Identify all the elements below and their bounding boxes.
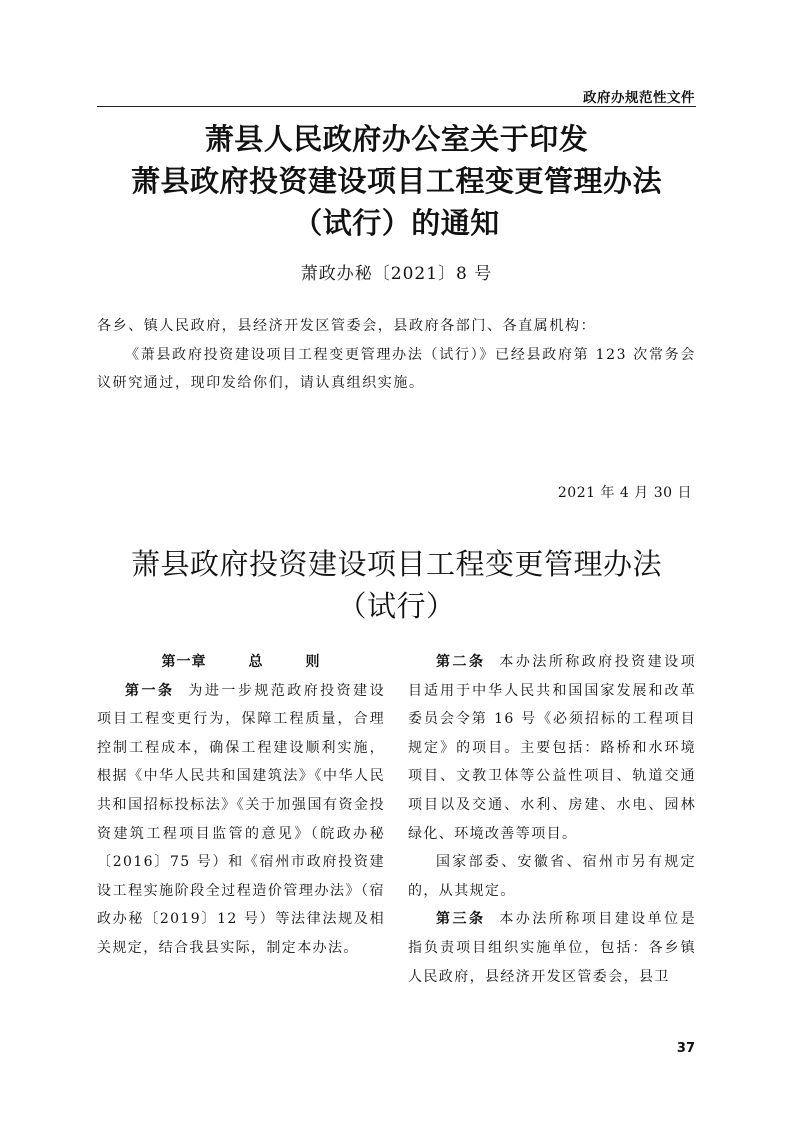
notice-title-line-1: 萧县人民政府办公室关于印发 — [204, 122, 589, 156]
right-column — [408, 648, 696, 991]
notice-title — [97, 118, 696, 244]
article-2-supplement: 国家部委、安徽省、宿州市另有规定的，从其规定。 — [408, 854, 696, 899]
article-2-text: 本办法所称政府投资建设项目适用于中华人民共和国国家发展和改革委员会令第 16 号《必须招标的工程项目规定》的项目。主要包括：路桥和水环境项目、文教卫体等公益性项目、轨道交通项目以及交通、水利、房建、水电、园林绿化、环境改善等项目。 — [408, 654, 696, 842]
article-3 — [408, 905, 696, 991]
article-1-label: 第一条 — [125, 682, 175, 699]
issue-date: 2021 年 4 月 30 日 — [557, 485, 692, 501]
notice-body: 《萧县政府投资建设项目工程变更管理办法（试行）》已经县政府第 123 次常务会议研究通过，现印发给你们，请认真组织实施。 — [97, 347, 696, 391]
addressee-line: 各乡、镇人民政府，县经济开发区管委会，县政府各部门、各直属机构： — [97, 318, 597, 334]
measure-title-line-2: （试行） — [337, 589, 456, 623]
chapter-1-number: 第一章 — [161, 654, 207, 670]
document-number: 萧政办秘〔2021〕8 号 — [300, 264, 493, 284]
article-1-text: 为进一步规范政府投资建设项目工程变更行为，保障工程质量，合理控制工程成本，确保工程建设顺利实施，根据《中华人民共和国建筑法》《中华人民共和国招标投标法》《关于加强国有资金投资建筑工程项目监管的意见》（皖政办秘〔2016〕75 号）和《宿州市政府投资建设工程实施阶段全过程造价管理办法》（宿政办秘〔2019〕12 号）等法律法规及相关规定，结合我县实际，制定本办法。 — [97, 682, 385, 956]
chapter-1-title-char-2: 则 — [305, 654, 321, 670]
article-3-label: 第三条 — [436, 911, 486, 928]
measure-title-line-1: 萧县政府投资建设项目工程变更管理办法 — [130, 547, 662, 581]
document-category-label: 政府办规范性文件 — [583, 90, 695, 106]
left-column — [97, 648, 385, 963]
article-2-label: 第二条 — [436, 654, 486, 670]
measure-title — [97, 543, 696, 627]
article-1 — [97, 677, 385, 963]
chapter-1-title-char-1: 总 — [248, 654, 264, 670]
header-divider — [97, 106, 696, 107]
notice-title-line-3: （试行）的通知 — [293, 206, 500, 240]
chapter-1-heading — [97, 648, 385, 677]
page-number: 37 — [676, 1041, 695, 1056]
article-3-text: 本办法所称项目建设单位是指负责项目组织实施单位，包括：各乡镇人民政府，县经济开发区管委会，县卫 — [408, 911, 696, 985]
notice-title-line-2: 萧县政府投资建设项目工程变更管理办法 — [130, 164, 662, 198]
article-2 — [408, 648, 696, 848]
